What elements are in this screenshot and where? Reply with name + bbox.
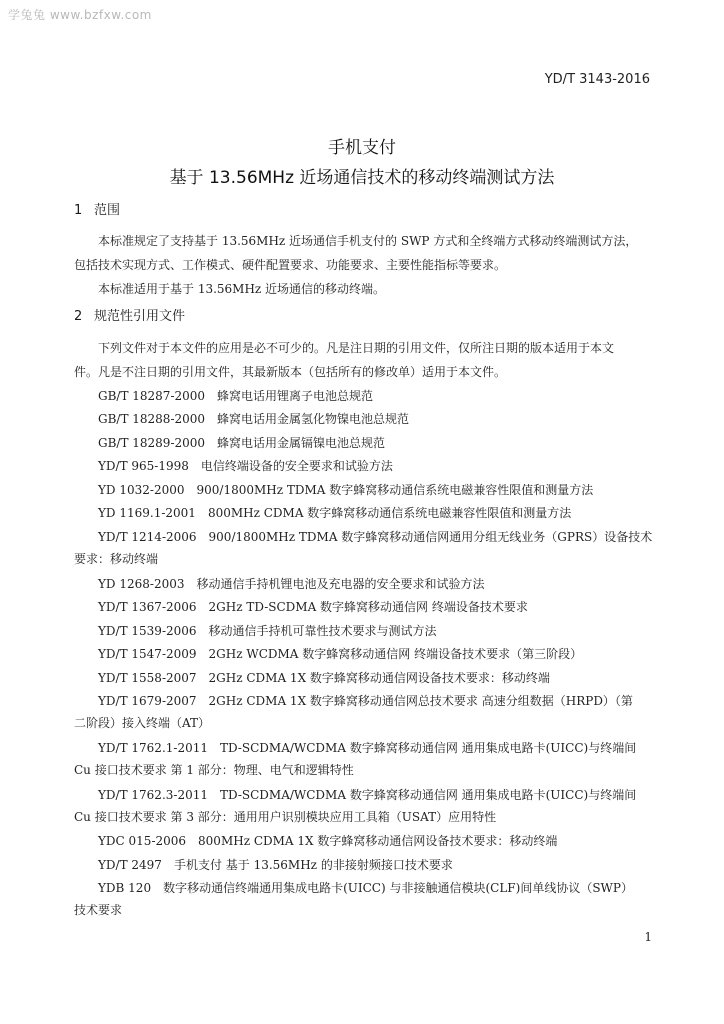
scope-line: 本标准适用于基于 13.56MHz 近场通信的移动终端。 [98, 282, 386, 296]
document-title-line2: 基于 13.56MHz 近场通信技术的移动终端测试方法 [169, 168, 555, 188]
reference-item: YD/T 1558-2007 2GHz CDMA 1X 数字蜂窝移动通信网设备技术要求：移动终端 [98, 671, 550, 685]
scope-line: 包括技术实现方式、工作模式、硬件配置要求、功能要求、主要性能指标等要求。 [74, 258, 507, 272]
section-1-title: 范围 [94, 203, 121, 218]
reference-item-continuation: 技术要求 [74, 903, 123, 917]
standard-code: YD/T 3143-2016 [544, 72, 650, 87]
reference-item: YDC 015-2006 800MHz CDMA 1X 数字蜂窝移动通信网设备技术要求：移动终端 [98, 834, 558, 848]
reference-item: YD 1032-2000 900/1800MHz TDMA 数字蜂窝移动通信系统电磁兼容性限值和测量方法 [98, 483, 594, 497]
reference-item-continuation: Cu 接口技术要求 第 3 部分：通用用户识别模块应用工具箱（USAT）应用特性 [74, 810, 497, 824]
reference-item: YD 1169.1-2001 800MHz CDMA 数字蜂窝移动通信系统电磁兼容性限值和测量方法 [98, 506, 572, 520]
reference-item: YD/T 1367-2006 2GHz TD-SCDMA 数字蜂窝移动通信网 终端设备技术要求 [98, 600, 528, 614]
reference-item-continuation: Cu 接口技术要求 第 1 部分：物理、电气和逻辑特性 [74, 763, 354, 777]
page-number: 1 [644, 930, 652, 944]
reference-item: YD/T 1547-2009 2GHz WCDMA 数字蜂窝移动通信网 终端设备技术要求（第三阶段） [98, 647, 583, 661]
reference-item: YD/T 1762.3-2011 TD-SCDMA/WCDMA 数字蜂窝移动通信网 通用集成电路卡(UICC)与终端间 [98, 788, 637, 802]
reference-item: YD/T 1539-2006 移动通信手持机可靠性技术要求与测试方法 [98, 624, 437, 638]
document-title-line1: 手机支付 [328, 138, 396, 158]
watermark: 学兔兔 www.bzfxw.com [8, 8, 152, 22]
reference-item: YD 1268-2003 移动通信手持机锂电池及充电器的安全要求和试验方法 [98, 577, 485, 591]
reference-item: GB/T 18288-2000 蜂窝电话用金属氢化物镍电池总规范 [98, 412, 410, 426]
reference-item: YD/T 1679-2007 2GHz CDMA 1X 数字蜂窝移动通信网总技术要求 高速分组数据（HRPD）（第 [98, 694, 633, 708]
section-2-number: 2 [74, 309, 83, 324]
section-2-heading [74, 305, 185, 324]
reference-item: YD/T 1762.1-2011 TD-SCDMA/WCDMA 数字蜂窝移动通信网 通用集成电路卡(UICC)与终端间 [98, 741, 637, 755]
section-2-title: 规范性引用文件 [94, 309, 186, 324]
normative-intro-line: 件。凡是不注日期的引用文件，其最新版本（包括所有的修改单）适用于本文件。 [74, 365, 507, 379]
reference-item: YD/T 965-1998 电信终端设备的安全要求和试验方法 [98, 459, 393, 473]
reference-item: YD/T 2497 手机支付 基于 13.56MHz 的非接射频接口技术要求 [98, 858, 453, 872]
scope-line: 本标准规定了支持基于 13.56MHz 近场通信手机支付的 SWP 方式和全终端方式移动终端测试方法， [98, 234, 638, 248]
reference-item: YD/T 1214-2006 900/1800MHz TDMA 数字蜂窝移动通信网通用分组无线业务（GPRS）设备技术 [98, 530, 653, 544]
reference-item: GB/T 18289-2000 蜂窝电话用金属镉镍电池总规范 [98, 436, 386, 450]
reference-item-continuation: 二阶段）接入终端（AT） [74, 716, 211, 730]
reference-item-continuation: 要求：移动终端 [74, 552, 159, 566]
section-1-number: 1 [74, 203, 83, 218]
section-1-heading [74, 199, 120, 218]
reference-item: YDB 120 数字移动通信终端通用集成电路卡(UICC) 与非接触通信模块(CLF)间单线协议（SWP） [98, 881, 633, 895]
reference-item: GB/T 18287-2000 蜂窝电话用锂离子电池总规范 [98, 389, 374, 403]
normative-intro-line: 下列文件对于本文件的应用是必不可少的。凡是注日期的引用文件，仅所注日期的版本适用于本文 [98, 341, 615, 355]
